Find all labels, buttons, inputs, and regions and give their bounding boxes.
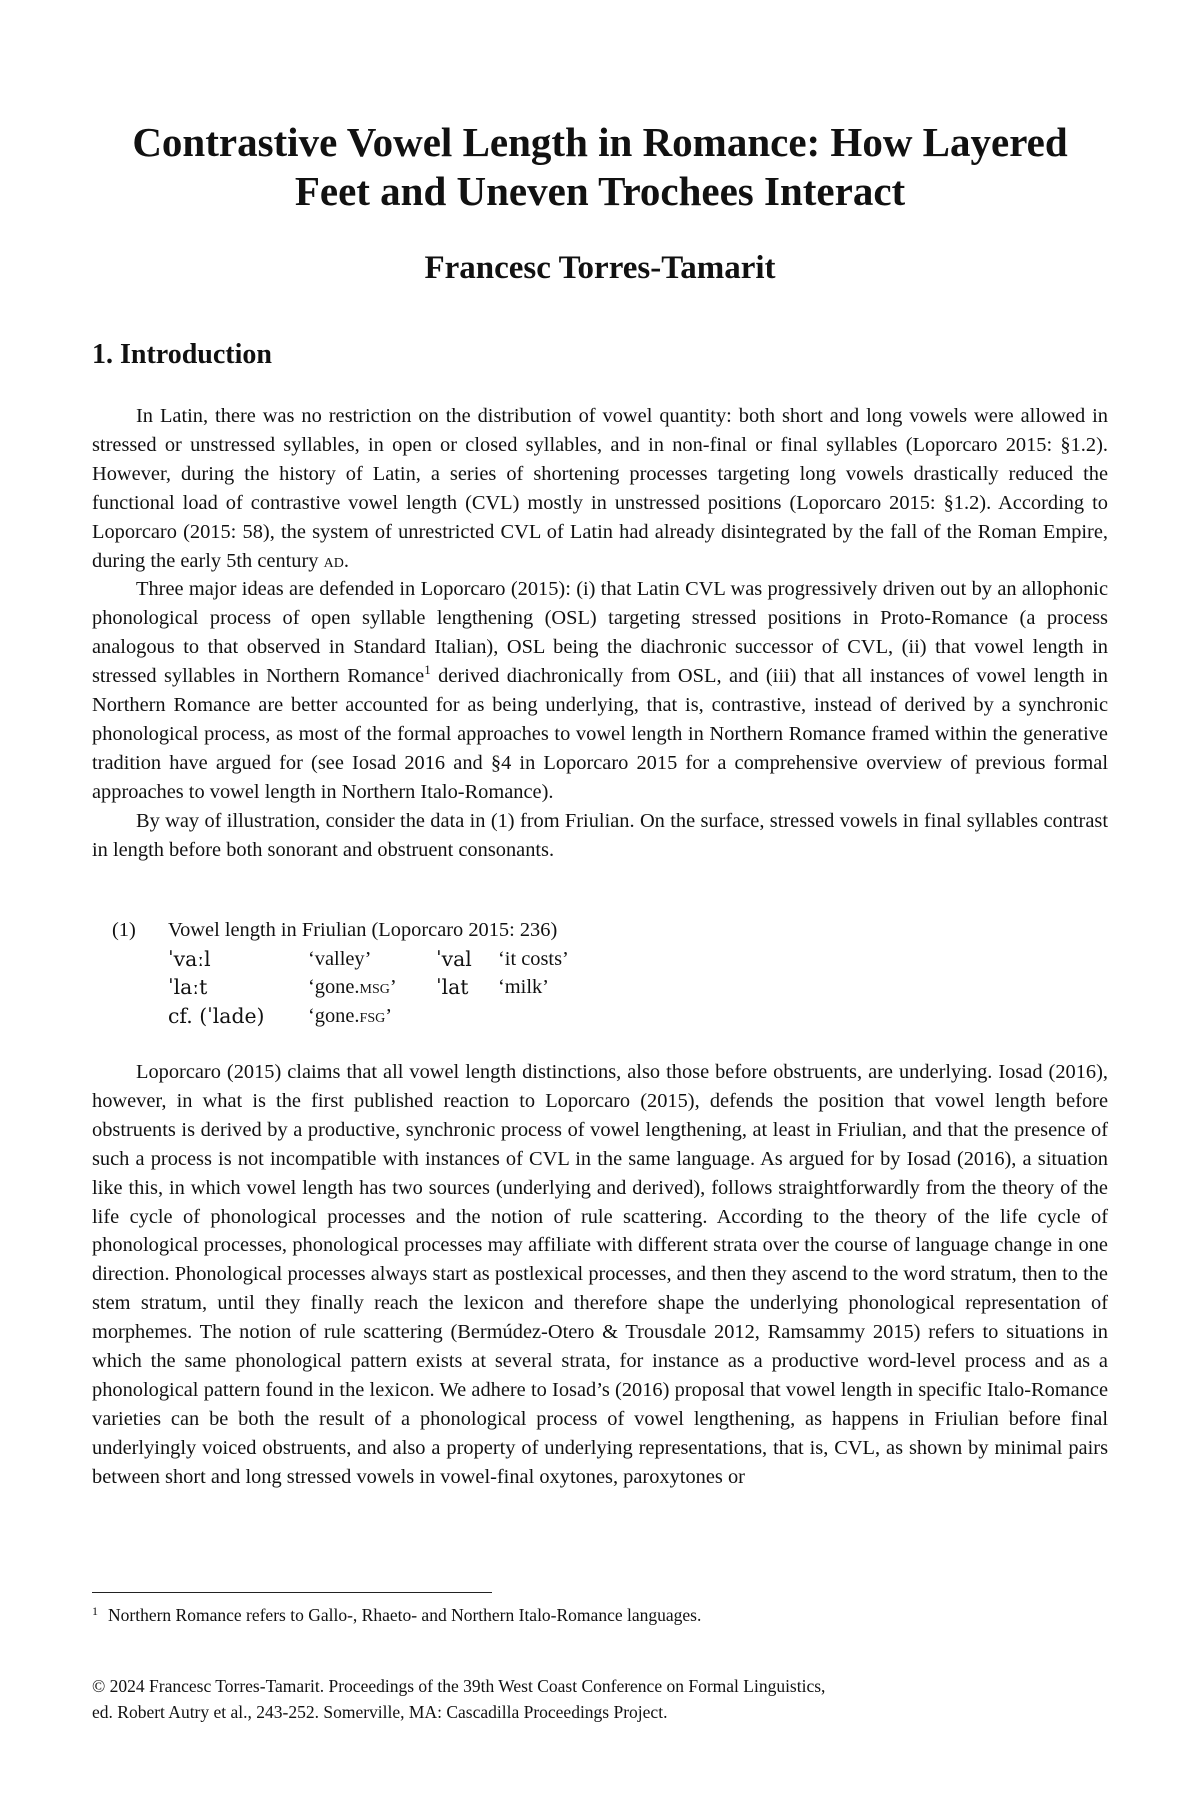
example-row xyxy=(168,945,569,974)
ipa-form: ˈvaːl xyxy=(168,946,211,971)
example-row xyxy=(168,973,569,1002)
footnote-mark: 1 xyxy=(92,1604,98,1618)
copyright-line-2: ed. Robert Autry et al., 243-252. Somerville, MA: Cascadilla Proceedings Project. xyxy=(92,1702,668,1722)
paragraph-3: By way of illustration, consider the data in (1) from Friulian. On the surface, stressed vowels in final syllables contrast in length before both sonorant and obstruent consonants. xyxy=(92,809,1108,861)
author-name: Francesc Torres-Tamarit xyxy=(424,250,776,286)
title-line-1: Contrastive Vowel Length in Romance: How Layered xyxy=(132,119,1068,165)
ipa-form: ˈval xyxy=(436,946,472,971)
footnote-reference[interactable]: 1 xyxy=(424,662,431,678)
ipa-form: ˈlat xyxy=(436,975,469,1000)
example-table xyxy=(168,945,569,1031)
gloss: ‘it costs’ xyxy=(498,947,569,970)
title-line-2: Feet and Uneven Trochees Interact xyxy=(294,168,906,214)
body-text-top xyxy=(92,402,1108,865)
copyright-notice xyxy=(92,1673,1108,1725)
example-header xyxy=(112,916,569,945)
ipa-form: cf. (ˈlade) xyxy=(168,1003,265,1028)
footnote-rule xyxy=(92,1592,492,1593)
ipa-form: ˈlaːt xyxy=(168,975,208,1000)
gloss: ‘valley’ xyxy=(308,947,372,970)
copyright-line-1: © 2024 Francesc Torres-Tamarit. Proceedings of the 39th West Coast Conference on Formal Linguistics, xyxy=(92,1676,826,1696)
gloss: ‘gone.fsg’ xyxy=(308,1004,393,1027)
gloss: ‘gone.msg’ xyxy=(308,976,397,999)
footnote xyxy=(92,1600,1108,1626)
example-number: (1) xyxy=(112,919,136,941)
gloss: ‘milk’ xyxy=(498,976,549,999)
example-row xyxy=(168,1002,569,1031)
paragraph-4: Loporcaro (2015) claims that all vowel length distinctions, also those before obstruents, are underlying. Iosad (2016), however, in what is the first published reaction to Loporcaro (2015), defends the position that vowel length before obstruents is derived by a productive, synchronic process of vowel lengthening, at least in Friulian, and that the presence of such a process is not incompatible with instances of CVL in the same language. As argued for by Iosad (2016), a situation like this, in which vowel length has two sources (underlying and derived), follows straightforwardly from the theory of the life cycle of phonological processes and the notion of rule scattering. According to the theory of the life cycle of phonological processes, phonological processes may affiliate with different strata over the course of language change in one direction. Phonological processes always start as postlexical processes, and then they ascend to the word stratum, then to the stem stratum, until they finally reach the lexicon and therefore shape the underlying phonological representation of morphemes. The notion of rule scattering (Bermúdez-Otero & Trousdale 2012, Ramsammy 2015) refers to situations in which the same phonological pattern exists at several strata, for instance as a productive word-level process and as a phonological pattern found in the lexicon. We adhere to Iosad’s (2016) proposal that vowel length in specific Italo-Romance varieties can be both the result of a phonological process of vowel lengthening, as happens in Friulian before final underlyingly voiced obstruents, and also a property of underlying representations, that is, CVL, as shown by minimal pairs between short and long stressed vowels in vowel-final oxytones, paroxytones or xyxy=(92,1061,1108,1488)
paragraph-2: Three major ideas are defended in Loporcaro (2015): (i) that Latin CVL was progressively driven out by an allophonic phonological process of open syllable lengthening (OSL) targeting stressed positions in Proto-Romance (a process analogous to that observed in Standard Italian), OSL being the diachronic successor of CVL, (ii) that vowel length in stressed syllables in Northern Romance$^1$ derived diachronically from OSL, and (iii) that all instances of vowel length in Northern Romance are better accounted for as being underlying, that is, contrastive, instead of derived by a synchronic phonological process, as most of the formal approaches to vowel length in Northern Romance framed within the generative tradition have argued for (see Iosad 2016 and §4 in Loporcaro 2015 for a comprehensive overview of previous formal approaches to vowel length in Northern Italo-Romance). xyxy=(92,578,1108,803)
body-text-bottom xyxy=(92,1058,1108,1492)
example-caption: Vowel length in Friulian (Loporcaro 2015: 236) xyxy=(168,919,558,941)
section-heading: 1. Introduction xyxy=(92,339,272,370)
example-1 xyxy=(112,916,569,1030)
footnote-text: Northern Romance refers to Gallo-, Rhaeto- and Northern Italo-Romance languages. xyxy=(108,1605,702,1625)
paper-title xyxy=(80,118,1120,216)
paragraph-1: In Latin, there was no restriction on the distribution of vowel quantity: both short and long vowels were allowed in stressed or unstressed syllables, in open or closed syllables, and in non-final or final syllables (Loporcaro 2015: §1.2). However, during the history of Latin, a series of shortening processes targeting long vowels drastically reduced the functional load of contrastive vowel length (CVL) mostly in unstressed positions (Loporcaro 2015: §1.2). According to Loporcaro (2015: 58), the system of unrestricted CVL of Latin had already disintegrated by the fall of the Roman Empire, during the early 5th century ad. xyxy=(92,405,1108,572)
